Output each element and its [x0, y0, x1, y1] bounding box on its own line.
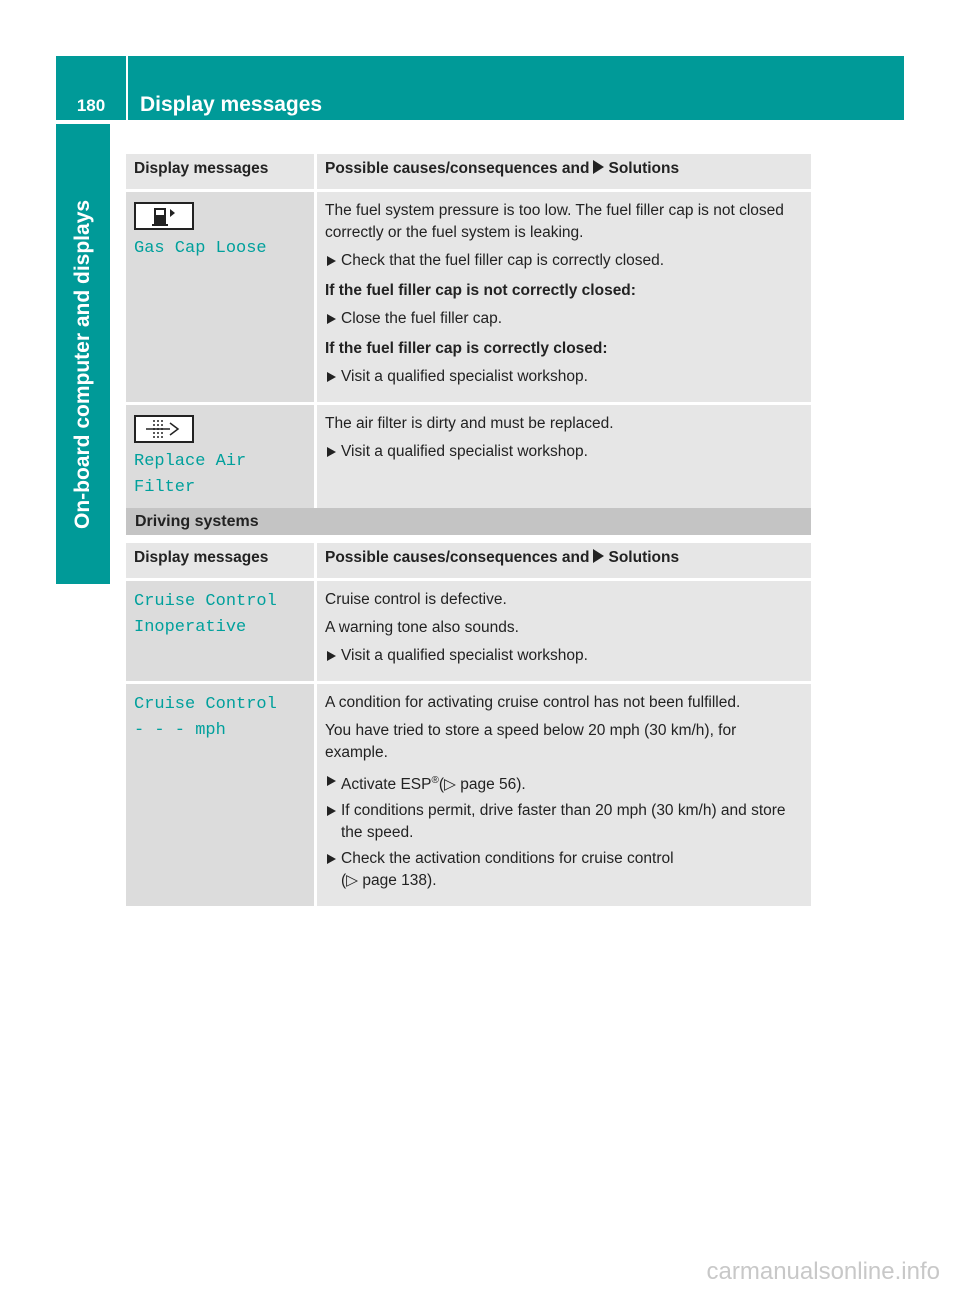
cause-text: The fuel system pressure is too low. The fuel filler cap is not closed correctly or the fuel system is leaking. — [325, 202, 784, 241]
solution-cell — [317, 405, 811, 509]
cause-text: Cruise control is defective. — [325, 591, 507, 608]
message-replace-air-filter: Replace Air Filter — [134, 452, 247, 497]
chapter-side-tab — [56, 124, 110, 584]
registered-mark: ® — [431, 775, 439, 786]
chapter-label: On-board computer and displays — [71, 199, 94, 529]
fuel-pump-icon — [134, 202, 194, 230]
page-reference-link[interactable]: (▷ page 138). — [341, 872, 437, 890]
table-header-row — [126, 154, 811, 189]
table-header-row — [126, 543, 811, 578]
solution-cell — [317, 581, 811, 681]
table-row — [126, 684, 811, 906]
solution-bullet: If conditions permit, drive faster than 20 mph (30 km/h) and store the speed. — [325, 800, 803, 844]
message-cruise-control-line1: Cruise Control — [134, 592, 277, 611]
table-row — [126, 405, 811, 509]
table-row — [126, 192, 811, 402]
col-header-solutions-text: Solutions — [608, 549, 680, 566]
section-heading-driving-systems: Driving systems — [126, 508, 811, 535]
display-messages-table-1 — [126, 151, 811, 512]
cause-text: The air filter is dirty and must be replaced. — [325, 415, 614, 432]
page-reference-link[interactable]: (▷ page 56). — [438, 776, 526, 794]
solution-bullet: Visit a qualified specialist workshop. — [325, 441, 803, 463]
air-filter-icon — [134, 415, 194, 443]
page-title: Display messages — [140, 93, 323, 116]
col-header-causes-solutions — [317, 543, 811, 578]
header-divider — [126, 56, 128, 120]
page-number: 180 — [76, 96, 106, 115]
bullet-text: Check the activation conditions for cruise control — [341, 850, 674, 868]
message-cruise-control-line2: - - - mph — [134, 721, 226, 740]
condition-subheading: If the fuel filler cap is correctly closed: — [325, 340, 608, 357]
arrow-icon — [593, 160, 604, 174]
display-messages-table-2 — [126, 540, 811, 909]
message-cell — [126, 405, 317, 509]
col-header-display-messages: Display messages — [126, 543, 317, 578]
solution-cell — [317, 192, 811, 402]
condition-subheading: If the fuel filler cap is not correctly closed: — [325, 282, 636, 299]
cause-text: A condition for activating cruise control has not been fulfilled. — [325, 694, 741, 711]
message-cell — [126, 192, 317, 402]
solution-bullet: Check that the fuel filler cap is correctly closed. — [325, 250, 803, 272]
solution-bullet — [325, 848, 803, 892]
solution-bullet: Visit a qualified specialist workshop. — [325, 645, 803, 667]
solution-bullet: Close the fuel filler cap. — [325, 308, 803, 330]
message-cruise-control-line2: Inoperative — [134, 618, 247, 637]
col-header-causes-text: Possible causes/consequences and — [325, 160, 590, 177]
table-row — [126, 581, 811, 681]
col-header-display-messages: Display messages — [126, 154, 317, 189]
solution-bullet: Visit a qualified specialist workshop. — [325, 366, 803, 388]
watermark: carmanualsonline.info — [706, 1258, 940, 1285]
col-header-causes-text: Possible causes/consequences and — [325, 549, 590, 566]
solution-bullet — [325, 770, 803, 796]
col-header-solutions-text: Solutions — [608, 160, 680, 177]
solution-cell — [317, 684, 811, 906]
message-cruise-control-line1: Cruise Control — [134, 695, 277, 714]
message-cell — [126, 684, 317, 906]
arrow-icon — [593, 549, 604, 563]
message-gas-cap-loose: Gas Cap Loose — [134, 239, 267, 258]
bullet-text: Activate ESP — [341, 776, 432, 794]
col-header-causes-solutions — [317, 154, 811, 189]
cause-text: You have tried to store a speed below 20 mph (30 km/h), for example. — [325, 722, 737, 761]
cause-text: A warning tone also sounds. — [325, 619, 519, 636]
message-cell — [126, 581, 317, 681]
page-header — [56, 56, 904, 120]
